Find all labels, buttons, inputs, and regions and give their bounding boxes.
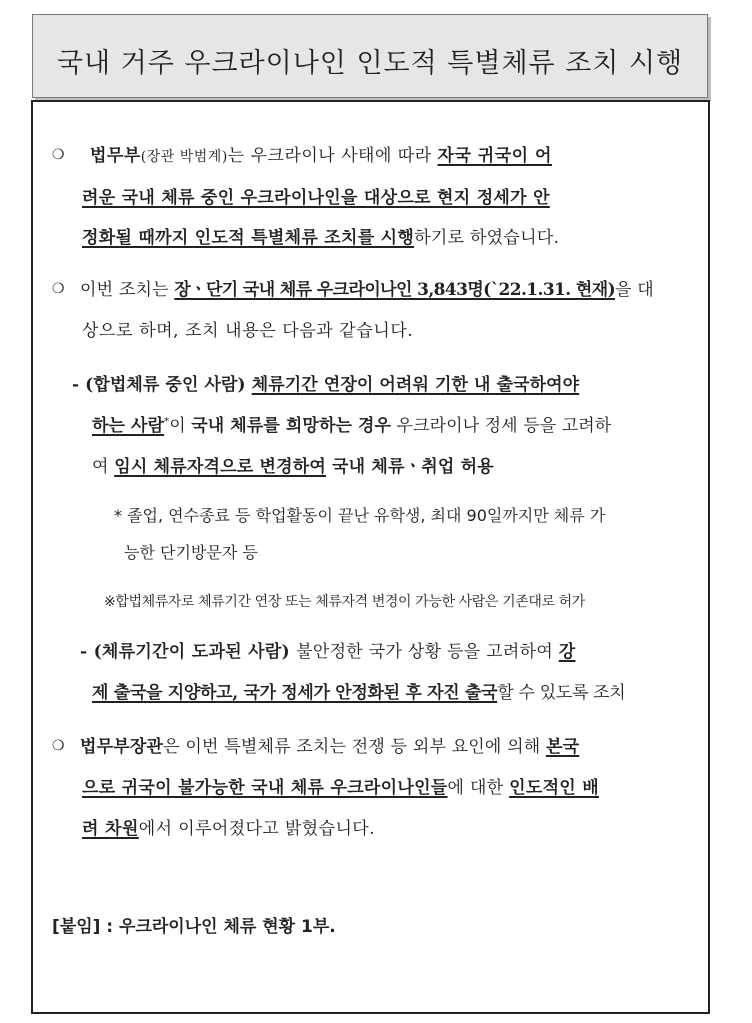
p3-text: 은 이번 특별체류 조치는 전쟁 등 외부 요인에 의해 bbox=[163, 737, 546, 757]
minister-name: (장관 박범계) bbox=[140, 149, 228, 165]
p3-emphasis-start: 본국 bbox=[546, 737, 580, 757]
sub2-text-end: 할 수 있도록 조치 bbox=[497, 683, 626, 703]
page-title: 국내 거주 우크라이나인 인도적 특별체류 조치 시행 bbox=[56, 48, 684, 79]
p2-line-2: 상으로 하며, 조치 내용은 다음과 같습니다. bbox=[82, 321, 414, 341]
sub1-label: - (합법체류 중인 사람) bbox=[72, 375, 252, 395]
p2-text-end: 을 대 bbox=[615, 280, 654, 300]
p1-text-end: 하기로 하였습니다. bbox=[414, 228, 560, 248]
sub2-emphasis: 제 출국을 지양하고, 국가 정세가 안정화된 후 자진 출국 bbox=[92, 683, 498, 703]
sub2-line-2 bbox=[92, 678, 625, 703]
p1-line-3 bbox=[82, 223, 559, 248]
attachment-note: [붙임] : 우크라이나인 체류 현황 1부. bbox=[52, 917, 336, 937]
sub1-line-3 bbox=[92, 452, 494, 477]
footnote-mark: * bbox=[164, 416, 170, 428]
bullet-3: ❍ bbox=[52, 738, 65, 754]
sub2-line-1 bbox=[80, 637, 576, 662]
sub1-subject: 하는 사람 bbox=[92, 416, 165, 436]
sub1-emphasis-2: 임시 체류자격으로 변경하여 bbox=[114, 457, 326, 477]
sub1-text-3: 여 bbox=[92, 457, 115, 477]
p1-line-2: 려운 국내 체류 중인 우크라이나인을 대상으로 현지 정세가 안 bbox=[82, 188, 550, 208]
note1-line-1: * 졸업, 연수종료 등 학업활동이 끝난 유학생, 최대 90일까지만 체류 가 bbox=[114, 506, 606, 525]
sub2-label: - (체류기간이 도과된 사람) bbox=[80, 642, 297, 662]
sub2-text: 불안정한 국가 상황 등을 고려하여 bbox=[296, 642, 559, 662]
p3-text-end: 에서 이루어졌다고 밝혔습니다. bbox=[138, 819, 375, 839]
p1-line-1 bbox=[90, 141, 552, 166]
sub1-text: 이 bbox=[169, 416, 192, 436]
sub1-text-2: 우크라이나 정세 등을 고려하 bbox=[391, 416, 612, 436]
minister-title: 법무부장관 bbox=[80, 737, 164, 757]
sub1-result: 국내 체류ㆍ취업 허용 bbox=[325, 457, 494, 477]
p1-text: 는 우크라이나 사태에 따라 bbox=[227, 146, 438, 166]
p3-emphasis-end: 려 차원 bbox=[82, 819, 139, 839]
note2: ※합법체류자로 체류기간 연장 또는 체류자격 변경이 가능한 사람은 기존대로 허가 bbox=[104, 594, 585, 610]
note1-line-2: 능한 단기방문자 등 bbox=[124, 543, 258, 562]
sub1-emphasis: 체류기간 연장이 어려워 기한 내 출국하여야 bbox=[251, 375, 580, 395]
p3-emphasis: 으로 귀국이 불가능한 국내 체류 우크라이나인들 bbox=[82, 778, 448, 798]
ministry-name: 법무부 bbox=[90, 146, 141, 166]
p3-line-1 bbox=[80, 732, 579, 757]
p2-text: 이번 조치는 bbox=[80, 280, 175, 300]
p3-line-3 bbox=[82, 814, 375, 839]
p3-emphasis-2: 인도적인 배 bbox=[509, 778, 599, 798]
bullet-1: ❍ bbox=[52, 147, 65, 163]
sub1-condition: 국내 체류를 희망하는 경우 bbox=[191, 416, 392, 436]
p1-emphasis-end: 정화될 때까지 인도적 특별체류 조치를 시행 bbox=[82, 228, 415, 248]
bullet-2: ❍ bbox=[52, 281, 65, 297]
p1-emphasis: 자국 귀국이 어 bbox=[437, 146, 552, 166]
p2-emphasis: 장ㆍ단기 국내 체류 우크라이나인 3,843명(`22.1.31. 현재) bbox=[174, 280, 616, 300]
sub2-emphasis-start: 강 bbox=[558, 642, 576, 662]
p2-line-1 bbox=[80, 275, 654, 300]
title-box bbox=[32, 14, 708, 98]
p3-line-2 bbox=[82, 773, 599, 798]
p3-text-2: 에 대한 bbox=[447, 778, 510, 798]
sub1-line-2 bbox=[92, 411, 611, 436]
sub1-line-1 bbox=[72, 370, 579, 395]
